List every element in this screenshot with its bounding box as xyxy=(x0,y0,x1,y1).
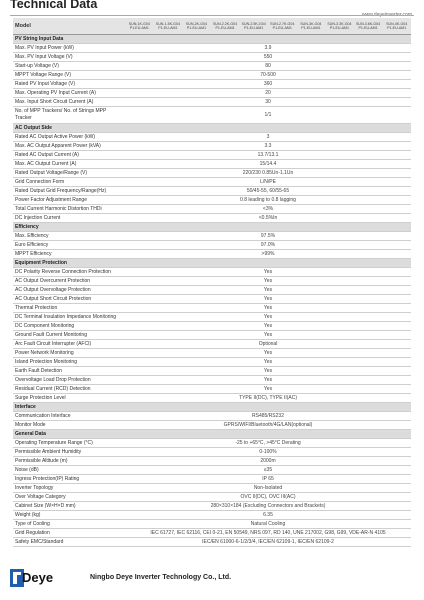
spec-value: RS485/RS232 xyxy=(125,412,411,421)
spec-row xyxy=(13,484,411,493)
spec-label: Operating Temperature Range (°C) xyxy=(13,439,125,448)
spec-label: DC Polarity Reverse Connection Protection xyxy=(13,268,125,277)
spec-label: DC Component Monitoring xyxy=(13,322,125,331)
spec-value: 2000m xyxy=(125,457,411,466)
spec-row xyxy=(13,178,411,187)
spec-row xyxy=(13,520,411,529)
section-header xyxy=(13,223,411,232)
spec-label: Overvoltage Load Drop Protection xyxy=(13,376,125,385)
spec-value: Yes xyxy=(125,295,411,304)
spec-value: Yes xyxy=(125,358,411,367)
model-name: SUN-1K-G04 P1-EU-AM1 xyxy=(125,18,154,35)
spec-label: Over Voltage Category xyxy=(13,493,125,502)
spec-label: Max. Efficiency xyxy=(13,232,125,241)
spec-value: 0-100% xyxy=(125,448,411,457)
spec-value: GPRS/WIFI/Bluetooth/4G/LAN(optional) xyxy=(125,421,411,430)
footer xyxy=(0,568,424,588)
spec-value: Yes xyxy=(125,331,411,340)
spec-value: 220/230 0.85Un-1.1Un xyxy=(125,169,411,178)
spec-value: Natural Cooling xyxy=(125,520,411,529)
spec-value: -25 to +65°C, >45°C Derating xyxy=(125,439,411,448)
spec-label: AC Output Short Circuit Protection xyxy=(13,295,125,304)
spec-row xyxy=(13,214,411,223)
spec-label: Rated AC Output Active Power (kW) xyxy=(13,133,125,142)
spec-label: Rated AC Output Current (A) xyxy=(13,151,125,160)
spec-table xyxy=(13,18,411,547)
spec-label: MPPT Voltage Range (V) xyxy=(13,71,125,80)
spec-label: Euro Efficiency xyxy=(13,241,125,250)
spec-value: 13.7/13.1 xyxy=(125,151,411,160)
spec-value: 360 xyxy=(125,80,411,89)
spec-label: Grid Connection Form xyxy=(13,178,125,187)
section-title: AC Output Side xyxy=(13,124,411,133)
spec-row xyxy=(13,385,411,394)
page-title: Technical Data xyxy=(10,0,98,11)
section-header xyxy=(13,124,411,133)
spec-value: 3 xyxy=(125,133,411,142)
spec-label: Noise (dB) xyxy=(13,466,125,475)
spec-label: Max. Input Short Circuit Current (A) xyxy=(13,98,125,107)
section-title: PV String Input Data xyxy=(13,35,411,44)
spec-row xyxy=(13,538,411,547)
spec-value: TYPE II(DC), TYPE II(AC) xyxy=(125,394,411,403)
spec-value: Yes xyxy=(125,349,411,358)
spec-value: OVC II(DC), OVC III(AC) xyxy=(125,493,411,502)
spec-label: MPPT Efficiency xyxy=(13,250,125,259)
section-title: Efficiency xyxy=(13,223,411,232)
spec-label: Grid Regulation xyxy=(13,529,125,538)
spec-row xyxy=(13,151,411,160)
spec-label: AC Output Overvoltage Protection xyxy=(13,286,125,295)
spec-row xyxy=(13,80,411,89)
spec-label: Type of Cooling xyxy=(13,520,125,529)
section-header xyxy=(13,35,411,44)
spec-row xyxy=(13,448,411,457)
model-name: SUN-4K-G04 P1-EU-AM1 xyxy=(382,18,411,35)
spec-label: Permissible Altitude (m) xyxy=(13,457,125,466)
spec-label: Permissible Ambient Humidity xyxy=(13,448,125,457)
spec-row xyxy=(13,187,411,196)
spec-value: 70-500 xyxy=(125,71,411,80)
spec-row xyxy=(13,71,411,80)
spec-value: Yes xyxy=(125,268,411,277)
spec-value: 20 xyxy=(125,89,411,98)
section-title: Interface xyxy=(13,403,411,412)
spec-label: Ground Fault Current Monitoring xyxy=(13,331,125,340)
model-name: SUN-2.2K-G04 P1-EU-AM1 xyxy=(211,18,240,35)
spec-label: Weight (kg) xyxy=(13,511,125,520)
spec-row xyxy=(13,376,411,385)
spec-value: Optional xyxy=(125,340,411,349)
spec-value: 15/14.4 xyxy=(125,160,411,169)
spec-value: 3.9 xyxy=(125,44,411,53)
spec-value: 80 xyxy=(125,62,411,71)
spec-label: Residual Current (RCD) Detection xyxy=(13,385,125,394)
spec-value: 3.3 xyxy=(125,142,411,151)
spec-label: No. of MPP Trackers/ No. of Strings MPP Tracker xyxy=(13,107,125,124)
spec-row xyxy=(13,313,411,322)
spec-label: AC Output Overcurrent Protection xyxy=(13,277,125,286)
spec-label: Max. PV Input Voltage (V) xyxy=(13,53,125,62)
title-divider xyxy=(10,15,414,16)
spec-label: DC Injection Current xyxy=(13,214,125,223)
spec-value: <3% xyxy=(125,205,411,214)
spec-value: 280×310×184 (Excluding Connectors and Brackets) xyxy=(125,502,411,511)
spec-label: Cabinet Size (W×H×D mm) xyxy=(13,502,125,511)
section-header xyxy=(13,259,411,268)
spec-row xyxy=(13,232,411,241)
spec-label: Power Factor Adjustment Range xyxy=(13,196,125,205)
spec-row xyxy=(13,394,411,403)
spec-row xyxy=(13,529,411,538)
spec-label: Arc Fault Circuit Interrupter (AFCI) xyxy=(13,340,125,349)
spec-value: <0.5%In xyxy=(125,214,411,223)
spec-value: 1/1 xyxy=(125,107,411,124)
spec-label: Power Network Monitoring xyxy=(13,349,125,358)
section-header xyxy=(13,430,411,439)
spec-value: IP 65 xyxy=(125,475,411,484)
spec-row xyxy=(13,241,411,250)
spec-row xyxy=(13,439,411,448)
model-name: SUN-1.5K-G04 P1-EU-AM1 xyxy=(154,18,183,35)
spec-label: Max. AC Output Apparent Power (kVA) xyxy=(13,142,125,151)
model-name: SUN-3.3K-G04 P1-EU-AM1 xyxy=(325,18,354,35)
spec-row xyxy=(13,133,411,142)
model-name: SUN-2.7K-G04 P1-EU-AM1 xyxy=(268,18,297,35)
spec-value: 30 xyxy=(125,98,411,107)
spec-row xyxy=(13,286,411,295)
spec-value: Yes xyxy=(125,367,411,376)
spec-value: >99% xyxy=(125,250,411,259)
model-label: Model xyxy=(13,18,125,35)
spec-label: Rated PV Input Voltage (V) xyxy=(13,80,125,89)
spec-value: ≤35 xyxy=(125,466,411,475)
spec-row xyxy=(13,421,411,430)
spec-row xyxy=(13,367,411,376)
model-name: SUN-2K-G04 P1-EU-AM1 xyxy=(182,18,211,35)
spec-label: Max. Operating PV Input Current (A) xyxy=(13,89,125,98)
spec-value: Yes xyxy=(125,376,411,385)
spec-row xyxy=(13,142,411,151)
spec-label: Inverter Topology xyxy=(13,484,125,493)
spec-label: Communication Interface xyxy=(13,412,125,421)
spec-value: Yes xyxy=(125,304,411,313)
spec-value: Yes xyxy=(125,385,411,394)
spec-row xyxy=(13,457,411,466)
spec-row xyxy=(13,89,411,98)
spec-label: Max. AC Output Current (A) xyxy=(13,160,125,169)
spec-row xyxy=(13,493,411,502)
model-name: SUN-3K-G04 P1-EU-AM1 xyxy=(297,18,326,35)
spec-value: L/N/PE xyxy=(125,178,411,187)
spec-label: DC Terminal Insulation Impedance Monitoring xyxy=(13,313,125,322)
spec-value: Yes xyxy=(125,313,411,322)
spec-label: Rated Output Grid Frequency/Range(Hz) xyxy=(13,187,125,196)
spec-value: Yes xyxy=(125,277,411,286)
model-name: SUN-2.5K-G04 P1-EU-AM1 xyxy=(239,18,268,35)
brand-name: Deye xyxy=(22,570,54,585)
spec-row xyxy=(13,160,411,169)
spec-value: 97.5% xyxy=(125,232,411,241)
spec-row xyxy=(13,268,411,277)
spec-row xyxy=(13,169,411,178)
spec-label: Surge Protection Level xyxy=(13,394,125,403)
spec-label: Start-up Voltage (V) xyxy=(13,62,125,71)
spec-value: Yes xyxy=(125,286,411,295)
spec-label: Island Protection Monitoring xyxy=(13,358,125,367)
spec-row xyxy=(13,466,411,475)
spec-label: Monitor Mode xyxy=(13,421,125,430)
spec-value: Non-Isolated xyxy=(125,484,411,493)
spec-row xyxy=(13,322,411,331)
spec-value: Yes xyxy=(125,322,411,331)
model-header-row xyxy=(13,18,411,35)
spec-row xyxy=(13,107,411,124)
section-title: Equipment Protection xyxy=(13,259,411,268)
spec-row xyxy=(13,475,411,484)
spec-value: 550 xyxy=(125,53,411,62)
spec-value: IEC 61727, IEC 62116, CEI 0-21, EN 50549, NRS 097, RD 140, UNE 217002, G98, G99, VDE-AR-N 4105 xyxy=(125,529,411,538)
spec-row xyxy=(13,340,411,349)
spec-row xyxy=(13,511,411,520)
model-name: SUN-3.6K-G04 P1-EU-AM1 xyxy=(354,18,383,35)
spec-value: 50/45-55, 60/55-65 xyxy=(125,187,411,196)
spec-label: Rated Output Voltage/Range (V) xyxy=(13,169,125,178)
section-title: General Data xyxy=(13,430,411,439)
spec-row xyxy=(13,205,411,214)
spec-label: Total Current Harmonic Distortion THDi xyxy=(13,205,125,214)
spec-value: 6.35 xyxy=(125,511,411,520)
spec-row xyxy=(13,44,411,53)
spec-row xyxy=(13,53,411,62)
spec-row xyxy=(13,502,411,511)
spec-row xyxy=(13,250,411,259)
spec-row xyxy=(13,196,411,205)
section-header xyxy=(13,403,411,412)
spec-value: 97.0% xyxy=(125,241,411,250)
company-name: Ningbo Deye Inverter Technology Co., Ltd. xyxy=(90,574,232,581)
spec-row xyxy=(13,98,411,107)
spec-label: Max. PV Input Power (kW) xyxy=(13,44,125,53)
spec-value: 0.8 leading to 0.8 lagging xyxy=(125,196,411,205)
spec-label: Earth Fault Detection xyxy=(13,367,125,376)
spec-row xyxy=(13,62,411,71)
spec-row xyxy=(13,349,411,358)
spec-label: Safety EMC/Standard xyxy=(13,538,125,547)
spec-label: Thermal Protection xyxy=(13,304,125,313)
spec-row xyxy=(13,295,411,304)
spec-row xyxy=(13,277,411,286)
spec-row xyxy=(13,331,411,340)
spec-value: IEC/EN 61000-6-1/2/3/4, IEC/EN 62109-1, IEC/EN 62109-2 xyxy=(125,538,411,547)
spec-row xyxy=(13,304,411,313)
spec-label: Ingress Protection(IP) Rating xyxy=(13,475,125,484)
spec-row xyxy=(13,412,411,421)
spec-row xyxy=(13,358,411,367)
